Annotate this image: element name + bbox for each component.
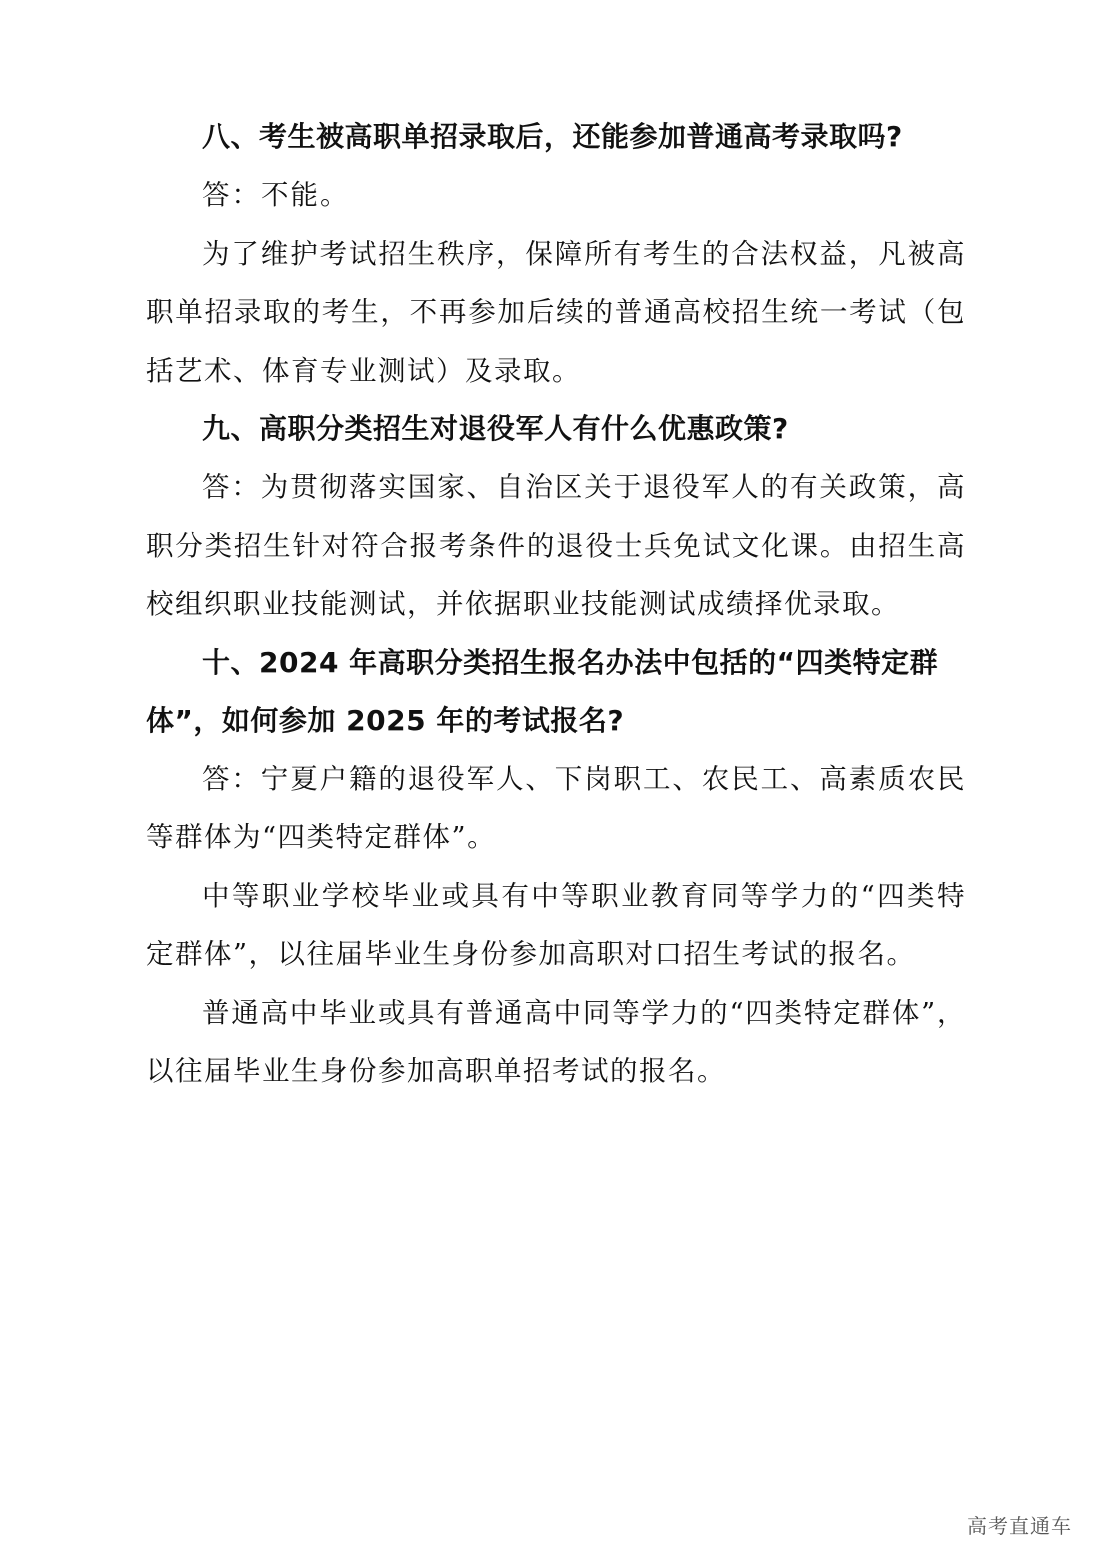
- answer-8-short: 答：不能。: [202, 179, 350, 211]
- document-body: [146, 108, 966, 1101]
- question-9-heading: 九、高职分类招生对退役军人有什么优惠政策?: [202, 412, 789, 445]
- section-10: [146, 634, 966, 1101]
- question-10-heading: 十、2024 年高职分类招生报名办法中包括的“四类特定群体”，如何参加 2025 年的考试报名?: [146, 645, 939, 737]
- section-9: [146, 400, 966, 634]
- answer-10-vocational: 中等职业学校毕业或具有中等职业教育同等学力的“四类特定群体”，以往届毕业生身份参加高职对口招生考试的报名。: [146, 879, 966, 970]
- watermark: 高考直通车: [967, 1514, 1072, 1538]
- answer-9: 答：为贯彻落实国家、自治区关于退役军人的有关政策，高职分类招生针对符合报考条件的退役士兵免试文化课。由招生高校组织职业技能测试，并依据职业技能测试成绩择优录取。: [146, 471, 966, 620]
- answer-8-explanation: 为了维护考试招生秩序，保障所有考生的合法权益，凡被高职单招录取的考生，不再参加后续的普通高校招生统一考试（包括艺术、体育专业测试）及录取。: [146, 237, 966, 387]
- question-8-heading: 八、考生被高职单招录取后，还能参加普通高考录取吗?: [202, 120, 903, 153]
- answer-10-definition: 答：宁夏户籍的退役军人、下岗职工、农民工、高素质农民等群体为“四类特定群体”。: [146, 762, 966, 853]
- answer-10-high-school: 普通高中毕业或具有普通高中同等学力的“四类特定群体”，以往届毕业生身份参加高职单招考试的报名。: [146, 996, 966, 1087]
- section-8: [146, 108, 966, 400]
